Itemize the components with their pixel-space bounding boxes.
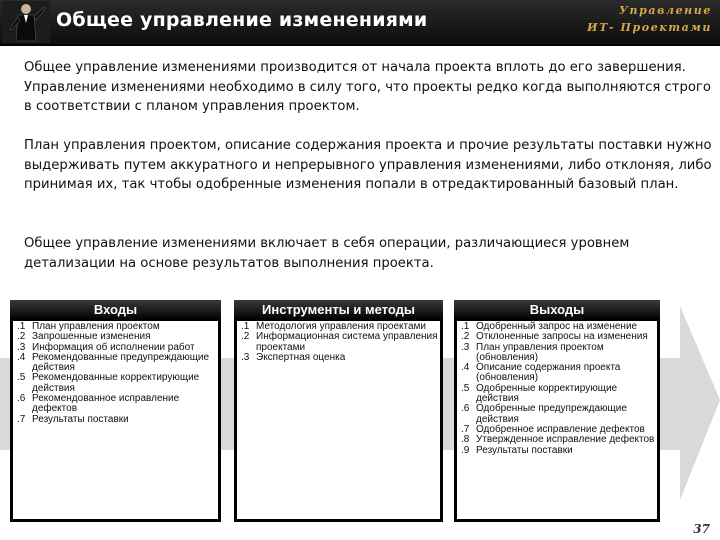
item-text: Отклоненные запросы на изменения bbox=[476, 331, 648, 343]
brand-logo-text bbox=[587, 2, 712, 36]
list-item bbox=[17, 373, 216, 394]
item-text: Информационная система управления проектами bbox=[256, 331, 438, 353]
item-text: Утвержденное исправление дефектов bbox=[476, 434, 655, 446]
item-text: Одобренный запрос на изменение bbox=[476, 321, 638, 332]
inputs-title: Входы bbox=[10, 300, 221, 320]
list-item bbox=[17, 415, 216, 425]
title-bar bbox=[0, 0, 720, 46]
list-item bbox=[17, 353, 216, 374]
item-text: Рекомендованные предупреждающие действия bbox=[32, 351, 210, 374]
item-number: .5 bbox=[17, 372, 26, 384]
item-number: .8 bbox=[461, 434, 470, 446]
list-item bbox=[241, 353, 438, 363]
tools-panel bbox=[234, 300, 443, 522]
item-text: Одобренные корректирующие действия bbox=[476, 382, 618, 405]
list-item bbox=[461, 363, 655, 384]
inputs-list bbox=[13, 321, 218, 519]
tools-list bbox=[237, 321, 440, 519]
item-text: Методология управления проектами bbox=[256, 321, 426, 332]
item-number: .7 bbox=[17, 413, 26, 425]
item-number: .4 bbox=[461, 362, 470, 374]
outputs-list bbox=[457, 321, 657, 519]
list-item bbox=[461, 404, 655, 425]
item-number: .3 bbox=[17, 341, 26, 353]
item-text: Одобренные предупреждающие действия bbox=[476, 403, 627, 425]
item-number: .2 bbox=[17, 331, 26, 343]
item-number: .3 bbox=[461, 341, 470, 353]
item-number: .1 bbox=[17, 321, 26, 332]
item-text: Запрошенные изменения bbox=[32, 331, 151, 343]
item-text: Рекомендованное исправление дефектов bbox=[32, 393, 180, 415]
brand-line-1: Управление bbox=[618, 4, 712, 17]
list-item bbox=[241, 332, 438, 353]
list-item bbox=[17, 394, 216, 415]
list-item bbox=[461, 446, 655, 456]
item-text: Результаты поставки bbox=[32, 413, 129, 425]
item-number: .7 bbox=[461, 423, 470, 435]
paragraph-intro: Общее управление изменениями производится от начала проекта вплоть до его завершения. Управление изменениями необходимо в силу того, что проекты редко когда выполняются строго в соответствии с планом управления проектом. bbox=[24, 60, 711, 114]
item-number: .2 bbox=[461, 331, 470, 343]
inputs-panel bbox=[10, 300, 221, 522]
item-text: Описание содержания проекта (обновления) bbox=[476, 362, 621, 384]
brand-line-2: ИТ- Проектами bbox=[587, 21, 712, 34]
outputs-panel bbox=[454, 300, 660, 522]
item-text: Результаты поставки bbox=[476, 444, 573, 456]
item-number: .2 bbox=[241, 331, 250, 343]
page-number: 37 bbox=[693, 522, 710, 536]
item-text: Рекомендованные корректирующие действия bbox=[32, 372, 200, 394]
list-item bbox=[461, 343, 655, 364]
item-text: Экспертная оценка bbox=[256, 351, 346, 363]
tools-title: Инструменты и методы bbox=[234, 300, 443, 320]
list-item bbox=[461, 384, 655, 405]
item-number: .5 bbox=[461, 382, 470, 394]
item-number: .6 bbox=[17, 393, 26, 405]
item-number: .4 bbox=[17, 351, 26, 363]
outputs-title: Выходы bbox=[454, 300, 660, 320]
item-text: Информация об исполнении работ bbox=[32, 341, 195, 353]
item-number: .1 bbox=[241, 321, 250, 332]
item-text: План управления проектом bbox=[32, 321, 160, 332]
item-text: Одобренное исправление дефектов bbox=[476, 423, 645, 435]
item-number: .9 bbox=[461, 444, 470, 456]
paragraph-baseline: План управления проектом, описание содержания проекта и прочие результаты поставки нужно выдерживать путем аккуратного и непрерывного управления изменениями, либо отклоняя, либо принимая их, так чтобы одобренные изменения попали в отредактированный базовый план. bbox=[24, 138, 712, 192]
paragraph-operations: Общее управление изменениями включает в себя операции, различающиеся уровнем детализации на основе результатов выполнения проекта. bbox=[24, 236, 630, 271]
item-number: .1 bbox=[461, 321, 470, 332]
item-number: .3 bbox=[241, 351, 250, 363]
businessman-logo-icon bbox=[2, 1, 50, 43]
item-number: .6 bbox=[461, 403, 470, 415]
page-title: Общее управление изменениями bbox=[56, 9, 428, 31]
item-text: План управления проектом (обновления) bbox=[476, 341, 604, 363]
